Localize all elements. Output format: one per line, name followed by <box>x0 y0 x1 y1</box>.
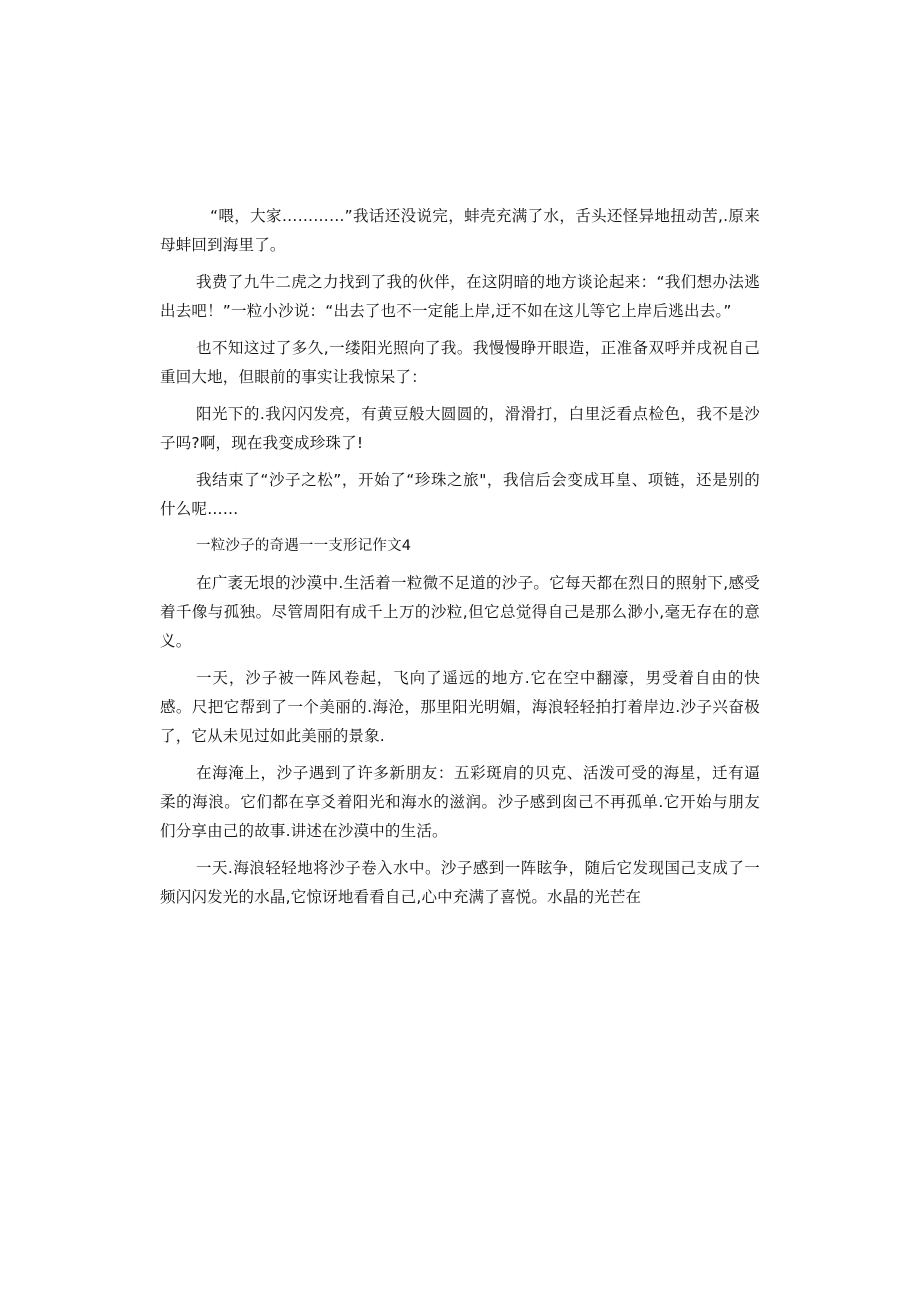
paragraph-dialogue-shell: “喂，大家…………”我话还没说完，蚌壳充满了水，舌头还怪异地扭动苦,.原来母蚌回到海里了。 <box>160 207 760 254</box>
paragraph-became-pearl: 阳光下的.我闪闪发亮，有黄豆般大圆圆的，滑滑打，白里泛看点检色，我不是沙子吗?啊，现在我变成珍珠了! <box>160 405 760 452</box>
paragraph-wind: 一天，沙子被一阵风卷起，飞向了遥远的地方.它在空中翻濠，男受着自由的快感。尺把它帮到了一个美丽的.海沧，那里阳光明媚，海浪轻轻拍打着岸边.沙子兴奋极了，它从未见过如此美丽的景象. <box>160 669 760 745</box>
paragraph-crystal: 一天.海浪轻轻地将沙子卷入水中。沙子感到一阵眩争，随后它发现国己支成了一频闪闪发光的水晶,它惊讶地看看自己,心中充满了喜悦。水晶的光芒在 <box>160 859 760 906</box>
paragraph-sunlight: 也不知这过了多久,一缕阳光照向了我。我慢慢睁开眼造，正准备双呼并戌祝自己重回大地，但眼前的事实让我惊呆了： <box>160 339 760 386</box>
document-body <box>160 202 760 920</box>
paragraph-find-companions: 我费了九牛二虎之力找到了我的伙伴，在这阴暗的地方谈论起来：“我们想办法逃出去吧！”一粒小沙说：“出去了也不一定能上岸,迂不如在这儿等它上岸后逃出去。” <box>160 273 760 320</box>
paragraph-pearl-journey: 我结束了“沙子之松”，开始了“珍珠之旅"，我信后会变成耳皇、项链，还是别的什么呢…… <box>160 471 760 518</box>
essay-title: 一粒沙子的奇遇一一支形记作文4 <box>196 538 412 554</box>
paragraph-desert: 在广袤无垠的沙漠中.生活着一粒微不足道的沙子。它每天都在烈日的照射下,感受着千像与孤独。尽管周阳有成千上万的沙粒,但它总觉得自己是那么渺小,毫无存在的意义。 <box>160 574 760 650</box>
paragraph-beach-friends: 在海淹上，沙子遇到了许多新朋友：五彩斑肩的贝克、活泼可受的海星，迁有逼柔的海浪。它们都在享爻着阳光和海水的滋润。沙子感到囱己不再孤单.它开始与朋友们分享由己的故事.讲述在沙漠中的生活。 <box>160 764 760 840</box>
